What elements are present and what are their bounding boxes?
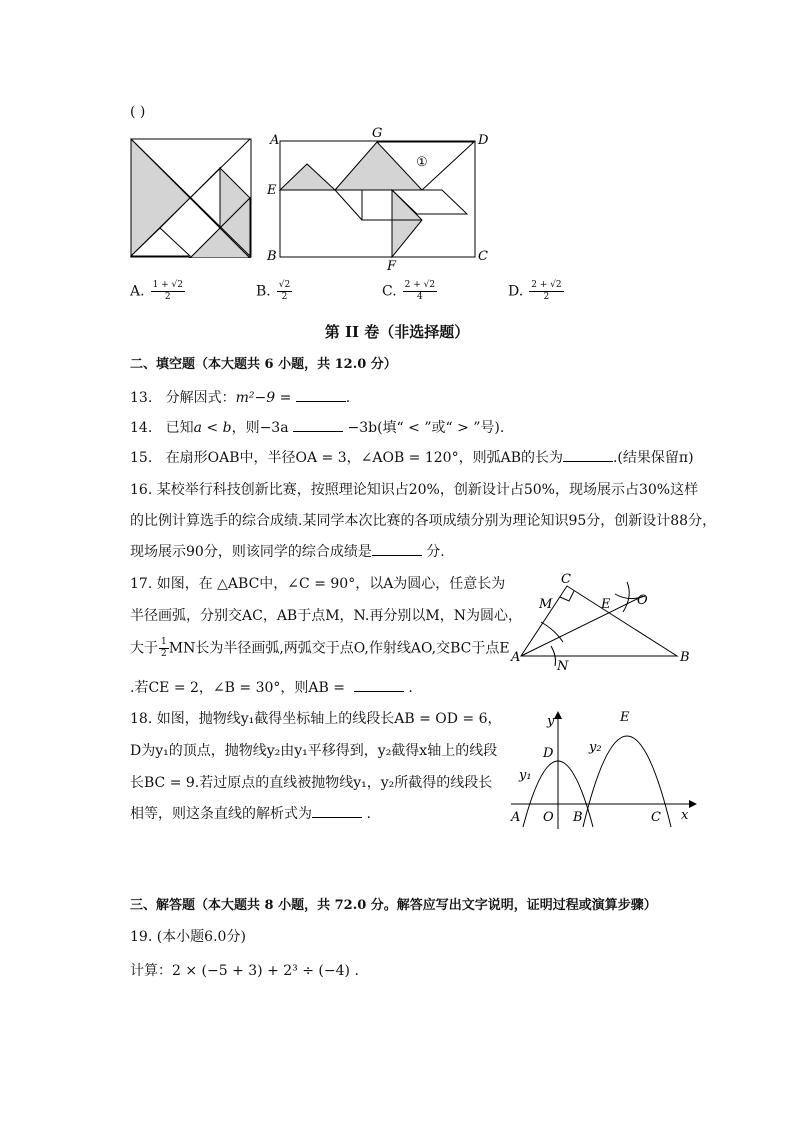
label-E: E (620, 710, 630, 725)
answer-bracket: ( ) (130, 104, 146, 120)
answer-blank-15[interactable] (563, 447, 613, 462)
label-G: G (372, 126, 383, 141)
answer-blank-17[interactable] (354, 677, 404, 692)
option-a: A. $\frac{1 + √2}{2}$ (130, 280, 184, 302)
question-16-line1: 16. 某校举行科技创新比赛，按照理论知识占20%，创新设计占50%，现场展示占30%这样 (130, 482, 699, 498)
section2-heading: 二、填空题（本大题共 6 小题，共 12.0 分） (130, 357, 397, 372)
question-17-line4: .若CE = 2，∠B = 30°，则AB = . (130, 677, 413, 697)
parabola-figure (505, 705, 701, 833)
question-18-line3: 长BC = 9.若过原点的直线被抛物线y₁，y₂所截得的线段长 (130, 775, 493, 791)
label-B: B (573, 810, 583, 825)
label-x-axis: x (681, 808, 689, 823)
label-O: O (543, 810, 554, 825)
label-E: E (267, 183, 277, 198)
answer-blank-13[interactable] (296, 387, 346, 402)
label-A: A (270, 133, 280, 148)
label-D: D (478, 133, 489, 148)
question-16-line3: 现场展示90分，则该同学的综合成绩是 分. (130, 541, 445, 561)
question-18-line4: 相等，则这条直线的解析式为 . (130, 803, 371, 823)
question-18-line2: D为y₁的顶点，抛物线y₂由y₁平移得到，y₂截得x轴上的线段 (130, 743, 498, 759)
label-A: A (511, 810, 521, 825)
option-d: D. $\frac{2 + √2}{2}$ (508, 280, 562, 302)
option-b: B. $\frac{√2}{2}$ (256, 280, 291, 302)
label-F: F (387, 259, 397, 274)
question-17-line1: 17. 如图，在 △ABC中，∠C = 90°，以A为圆心，任意长为 (130, 576, 506, 592)
triangle-abc-figure (505, 568, 701, 676)
question-15: 15. 在扇形OAB中，半径OA = 3，∠AOB = 120°，则弧AB的长为 .(结果保留π) (130, 447, 694, 467)
label-y2: y₂ (589, 740, 602, 755)
question-16-line2: 的比例计算选手的综合成绩.某同学本次比赛的各项成绩分别为理论知识95分，创新设计88分， (130, 513, 717, 529)
question-13: 13. 分解因式：m²−9 = . (130, 387, 350, 407)
part2-title: 第 II 卷（非选择题） (324, 323, 470, 341)
tangram-square-figure (130, 138, 252, 258)
label-N: N (557, 659, 569, 674)
label-C: C (651, 810, 661, 825)
answer-blank-14[interactable] (293, 417, 343, 432)
question-19-body: 计算：2 × (−5 + 3) + 2³ ÷ (−4) . (130, 963, 359, 979)
question-14: 14. 已知a < b，则−3a −3b(填“ < ”或“ > ”号). (130, 417, 504, 437)
label-y-axis: y (547, 714, 555, 729)
answer-blank-16[interactable] (372, 541, 422, 556)
section3-heading: 三、解答题（本大题共 8 小题，共 72.0 分。解答应写出文字说明，证明过程或演算步骤） (130, 898, 657, 913)
question-17-line2: 半径画弧，分别交AC，AB于点M，N.再分别以M，N为圆心， (130, 608, 522, 624)
label-D: D (543, 746, 554, 761)
label-E: E (601, 597, 611, 612)
label-circle-1: ① (416, 155, 428, 170)
option-c: C. $\frac{2 + √2}{4}$ (382, 280, 436, 302)
label-A: A (511, 650, 521, 665)
question-19-title: 19. (本小题6.0分) (130, 929, 246, 945)
answer-blank-18[interactable] (312, 803, 362, 818)
tangram-rectangle-figure (262, 124, 494, 274)
label-C: C (478, 249, 488, 264)
label-C: C (561, 572, 571, 587)
label-B: B (680, 650, 690, 665)
label-y1: y₁ (519, 768, 532, 783)
label-M: M (539, 597, 553, 612)
label-B: B (267, 249, 277, 264)
question-18-line1: 18. 如图，抛物线y₁截得坐标轴上的线段长AB = OD = 6， (130, 711, 502, 727)
question-17-line3: 大于 $\frac{1}{2}$ MN长为半径画弧,两弧交于点O,作射线AO,交BC于点E (130, 637, 510, 659)
label-O: O (637, 593, 648, 608)
